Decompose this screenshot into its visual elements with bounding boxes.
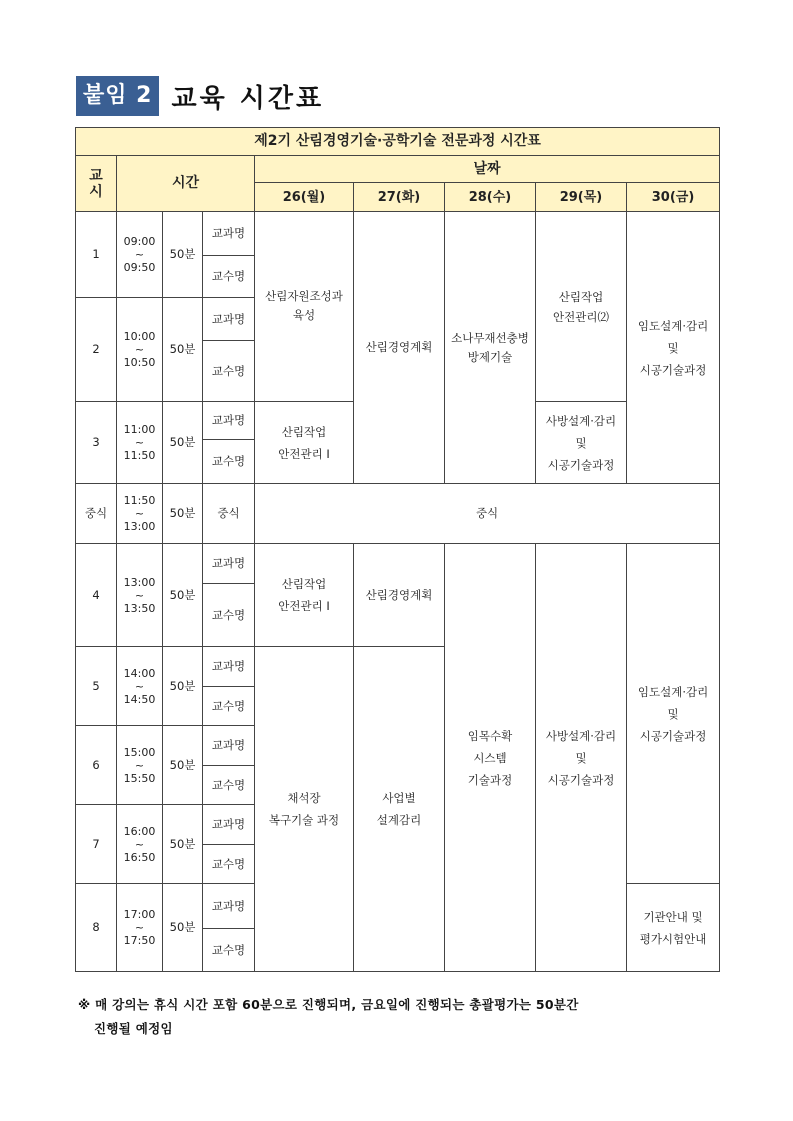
course-cell: 산림자원조성과 육성 (255, 212, 354, 402)
instructor-label: 교수명 (203, 440, 255, 484)
lunch-cell: 중식 (255, 484, 720, 544)
period-time: 17:00 ~ 17:50 (117, 884, 163, 972)
period-duration: 50분 (163, 298, 203, 402)
period-number: 8 (76, 884, 117, 972)
course-cell: 산림작업 안전관리 Ⅰ (255, 402, 354, 484)
period-number: 4 (76, 544, 117, 647)
header (76, 76, 324, 116)
course-cell: 사업별 설계감리 (354, 647, 445, 972)
period-number: 7 (76, 805, 117, 884)
period-time: 13:00 ~ 13:50 (117, 544, 163, 647)
period-time: 11:00 ~ 11:50 (117, 402, 163, 484)
period-duration: 50분 (163, 805, 203, 884)
course-label: 교과명 (203, 647, 255, 687)
day-header: 30(금) (627, 183, 720, 212)
course-cell: 임목수확 시스템 기술과정 (445, 544, 536, 972)
course-cell: 산림작업 안전관리⑵ (536, 212, 627, 402)
period-duration: 50분 (163, 544, 203, 647)
instructor-label: 교수명 (203, 341, 255, 402)
footnote (78, 993, 723, 1041)
period-number: 5 (76, 647, 117, 726)
course-label: 교과명 (203, 805, 255, 845)
period-duration: 50분 (163, 402, 203, 484)
period-number: 3 (76, 402, 117, 484)
course-label: 교과명 (203, 884, 255, 929)
day-header: 29(목) (536, 183, 627, 212)
attachment-badge: 붙임 2 (76, 76, 159, 116)
period-number: 1 (76, 212, 117, 298)
period-time: 10:00 ~ 10:50 (117, 298, 163, 402)
period-time: 11:50 ~ 13:00 (117, 484, 163, 544)
lunch-label: 중식 (203, 484, 255, 544)
period-number: 6 (76, 726, 117, 805)
period-time: 16:00 ~ 16:50 (117, 805, 163, 884)
course-cell: 산림경영계획 (354, 212, 445, 484)
col-period-header: 교 시 (76, 156, 117, 212)
course-cell: 산림작업 안전관리 Ⅰ (255, 544, 354, 647)
timetable (75, 127, 720, 972)
instructor-label: 교수명 (203, 845, 255, 884)
period-time: 09:00 ~ 09:50 (117, 212, 163, 298)
course-label: 교과명 (203, 212, 255, 256)
course-cell: 기관안내 및 평가시험안내 (627, 884, 720, 972)
course-cell: 소나무재선충병 방제기술 (445, 212, 536, 484)
footnote-line: ※ 매 강의는 휴식 시간 포함 60분으로 진행되며, 금요일에 진행되는 총괄평가는 50분간 (78, 997, 579, 1012)
col-date-header: 날짜 (255, 156, 720, 183)
table-caption: 제2기 산림경영기술·공학기술 전문과정 시간표 (76, 128, 720, 156)
period-number: 2 (76, 298, 117, 402)
period-duration: 50분 (163, 484, 203, 544)
instructor-label: 교수명 (203, 687, 255, 726)
period-time: 15:00 ~ 15:50 (117, 726, 163, 805)
instructor-label: 교수명 (203, 256, 255, 298)
period-number: 중식 (76, 484, 117, 544)
footnote-line: 진행될 예정임 (94, 1021, 173, 1036)
course-cell: 임도설계·감리 및 시공기술과정 (627, 212, 720, 484)
course-cell: 산림경영계획 (354, 544, 445, 647)
course-cell: 채석장 복구기술 과정 (255, 647, 354, 972)
period-duration: 50분 (163, 726, 203, 805)
instructor-label: 교수명 (203, 929, 255, 972)
course-label: 교과명 (203, 298, 255, 341)
period-duration: 50분 (163, 647, 203, 726)
course-cell: 임도설계·감리 및 시공기술과정 (627, 544, 720, 884)
period-duration: 50분 (163, 212, 203, 298)
course-label: 교과명 (203, 402, 255, 440)
period-duration: 50분 (163, 884, 203, 972)
course-label: 교과명 (203, 726, 255, 766)
col-time-header: 시간 (117, 156, 255, 212)
day-header: 26(월) (255, 183, 354, 212)
page-title: 교육 시간표 (171, 83, 325, 114)
instructor-label: 교수명 (203, 584, 255, 647)
period-time: 14:00 ~ 14:50 (117, 647, 163, 726)
day-header: 28(수) (445, 183, 536, 212)
course-label: 교과명 (203, 544, 255, 584)
course-cell: 사방설계·감리 및 시공기술과정 (536, 544, 627, 972)
day-header: 27(화) (354, 183, 445, 212)
course-cell: 사방설계·감리 및 시공기술과정 (536, 402, 627, 484)
instructor-label: 교수명 (203, 766, 255, 805)
